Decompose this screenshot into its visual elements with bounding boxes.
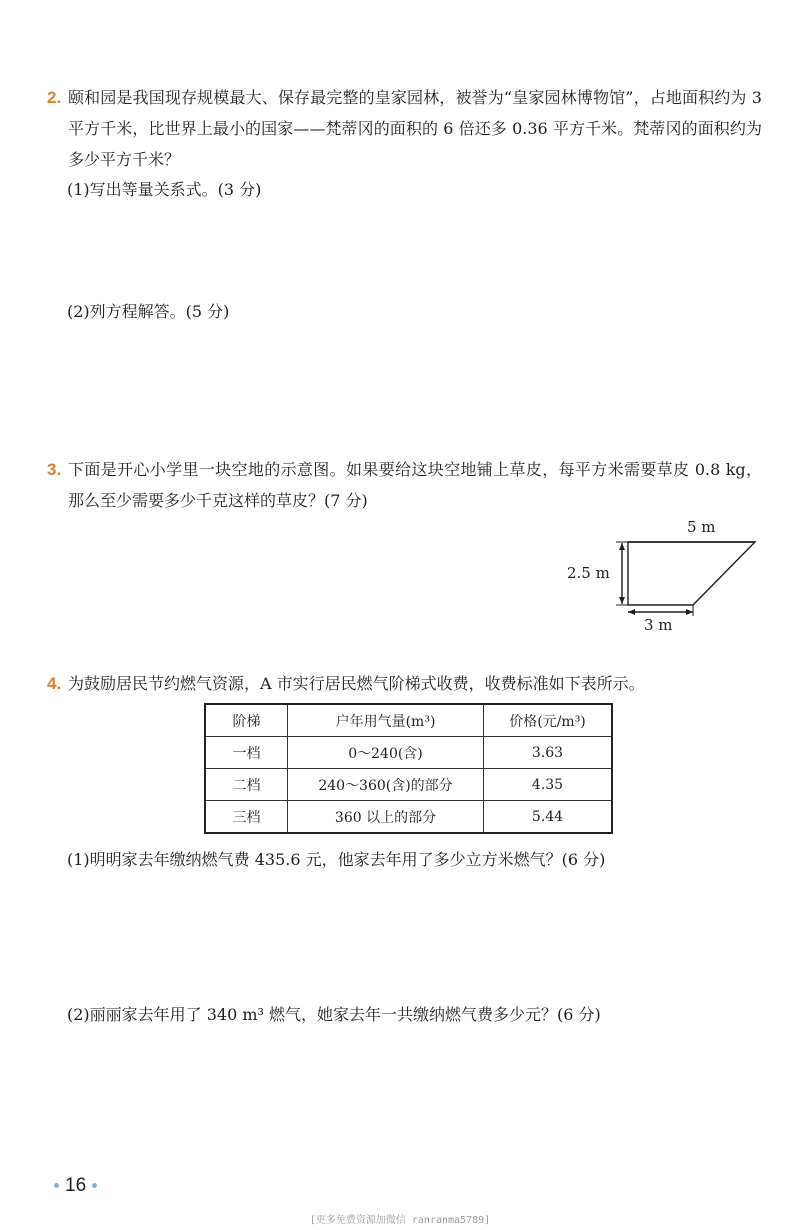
top-length-label: 5 m xyxy=(687,518,716,536)
question-2-part-1: (1)写出等量关系式。(3 分) xyxy=(67,180,262,199)
footer-watermark-text: [更多免费资源加微信 ranranma5789] xyxy=(309,1215,491,1226)
table-cell: 三档 xyxy=(205,801,288,834)
height-length-label: 2.5 m xyxy=(567,564,610,582)
page-number xyxy=(48,1175,103,1197)
table-cell: 5.44 xyxy=(484,801,613,834)
question-4-part-1: (1)明明家去年缴纳燃气费 435.6 元，他家去年用了多少立方米燃气？(6 分) xyxy=(67,850,606,869)
question-2-part-2: (2)列方程解答。(5 分) xyxy=(67,302,230,321)
table-cell: 二档 xyxy=(205,769,288,801)
table-row xyxy=(205,737,612,769)
table-row xyxy=(205,801,612,834)
page-number-text: 16 xyxy=(65,1175,87,1196)
question-3 xyxy=(47,454,762,516)
question-4-part-2: (2)丽丽家去年用了 340 m³ 燃气，她家去年一共缴纳燃气费多少元？(6 分) xyxy=(67,1005,601,1024)
trapezoid-shape xyxy=(628,542,755,605)
table-cell: 360 以上的部分 xyxy=(288,801,484,834)
question-2-number: 2. xyxy=(47,88,62,107)
question-2-text: 颐和园是我国现存规模最大、保存最完整的皇家园林，被誉为“皇家园林博物馆”，占地面积约为 3 平方千米，比世界上最小的国家——梵蒂冈的面积的 6 倍还多 0.36 平方千米。梵蒂冈的面积约为多少平方千米？ xyxy=(68,88,762,169)
table-row xyxy=(205,769,612,801)
bottom-length-label: 3 m xyxy=(644,616,673,634)
question-3-number: 3. xyxy=(47,460,62,479)
question-3-text: 下面是开心小学里一块空地的示意图。如果要给这块空地铺上草皮，每平方米需要草皮 0.8 kg，那么至少需要多少千克这样的草皮？(7 分) xyxy=(68,460,762,510)
page-dot-left-icon xyxy=(54,1183,59,1188)
table-header-row xyxy=(205,704,612,737)
question-2 xyxy=(47,82,762,175)
table-cell: 0～240(含) xyxy=(288,737,484,769)
table-header-cell: 户年用气量(m³) xyxy=(288,704,484,737)
table-cell: 一档 xyxy=(205,737,288,769)
table-header-cell: 价格(元/m³) xyxy=(484,704,613,737)
table-cell: 3.63 xyxy=(484,737,613,769)
table-cell: 240～360(含)的部分 xyxy=(288,769,484,801)
gas-tariff-table xyxy=(204,703,613,834)
table-cell: 4.35 xyxy=(484,769,613,801)
question-4-number: 4. xyxy=(47,674,62,693)
page-dot-right-icon xyxy=(92,1183,97,1188)
trapezoid-figure xyxy=(560,512,780,642)
table-header-cell: 阶梯 xyxy=(205,704,288,737)
question-4-text: 为鼓励居民节约燃气资源，A 市实行居民燃气阶梯式收费，收费标准如下表所示。 xyxy=(68,674,645,693)
question-4 xyxy=(47,668,762,699)
